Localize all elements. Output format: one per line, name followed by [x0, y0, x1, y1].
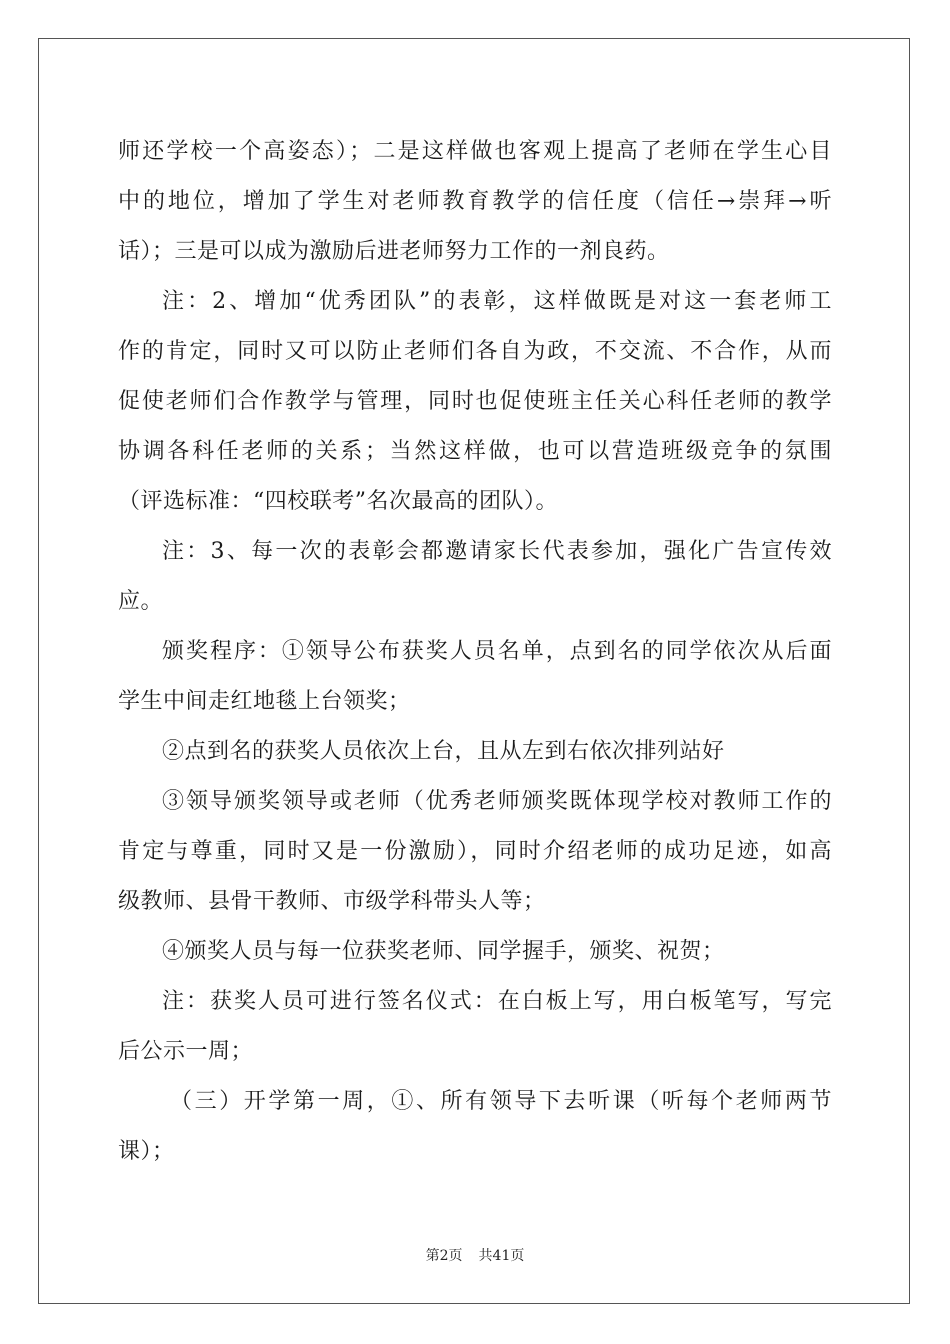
- page-number: 第2页: [425, 1248, 463, 1264]
- text-line: 注：3、每一次的表彰会都邀请家长代表参加，强化广告宣传效: [162, 539, 832, 564]
- text-line: 颁奖程序：①领导公布获奖人员名单，点到名的同学依次从后面: [162, 639, 832, 664]
- text-line: 级教师、县骨干教师、市级学科带头人等；: [118, 889, 546, 914]
- text-line: 课）；: [118, 1139, 175, 1164]
- text-line: 话）；三是可以成为激励后进老师努力工作的一剂良药。: [118, 239, 670, 264]
- page-total: 共41页: [478, 1248, 525, 1264]
- text-line: 注：2、增加“优秀团队”的表彰，这样做既是对这一套老师工: [162, 289, 832, 314]
- text-line: 中的地位，增加了学生对老师教育教学的信任度（信任→崇拜→听: [118, 189, 832, 214]
- text-line: 后公示一周；: [118, 1039, 254, 1064]
- text-line: （评选标准：“四校联考”名次最高的团队）。: [118, 489, 558, 514]
- text-line: 师还学校一个高姿态）；二是这样做也客观上提高了老师在学生心目: [118, 139, 832, 164]
- document-body: [118, 127, 832, 1177]
- text-line: 注：获奖人员可进行签名仪式：在白板上写，用白板笔写，写完: [162, 989, 832, 1014]
- text-line: ③领导颁奖领导或老师（优秀老师颁奖既体现学校对教师工作的: [162, 789, 832, 814]
- text-line: 肯定与尊重，同时又是一份激励），同时介绍老师的成功足迹，如高: [118, 839, 832, 864]
- text-line: 作的肯定，同时又可以防止老师们各自为政，不交流、不合作，从而: [118, 339, 832, 364]
- text-line: 促使老师们合作教学与管理，同时也促使班主任关心科任老师的教学: [118, 389, 832, 414]
- text-line: ②点到名的获奖人员依次上台，且从左到右依次排列站好: [162, 739, 725, 764]
- text-line: 学生中间走红地毯上台领奖；: [118, 689, 411, 714]
- text-line: ④颁奖人员与每一位获奖老师、同学握手，颁奖、祝贺；: [162, 939, 725, 964]
- text-line: 协调各科任老师的关系；当然这样做，也可以营造班级竞争的氛围: [118, 439, 832, 464]
- page-footer: [0, 1245, 950, 1265]
- text-line: （三）开学第一周，①、所有领导下去听课（听每个老师两节: [170, 1089, 832, 1114]
- text-line: 应。: [118, 589, 164, 614]
